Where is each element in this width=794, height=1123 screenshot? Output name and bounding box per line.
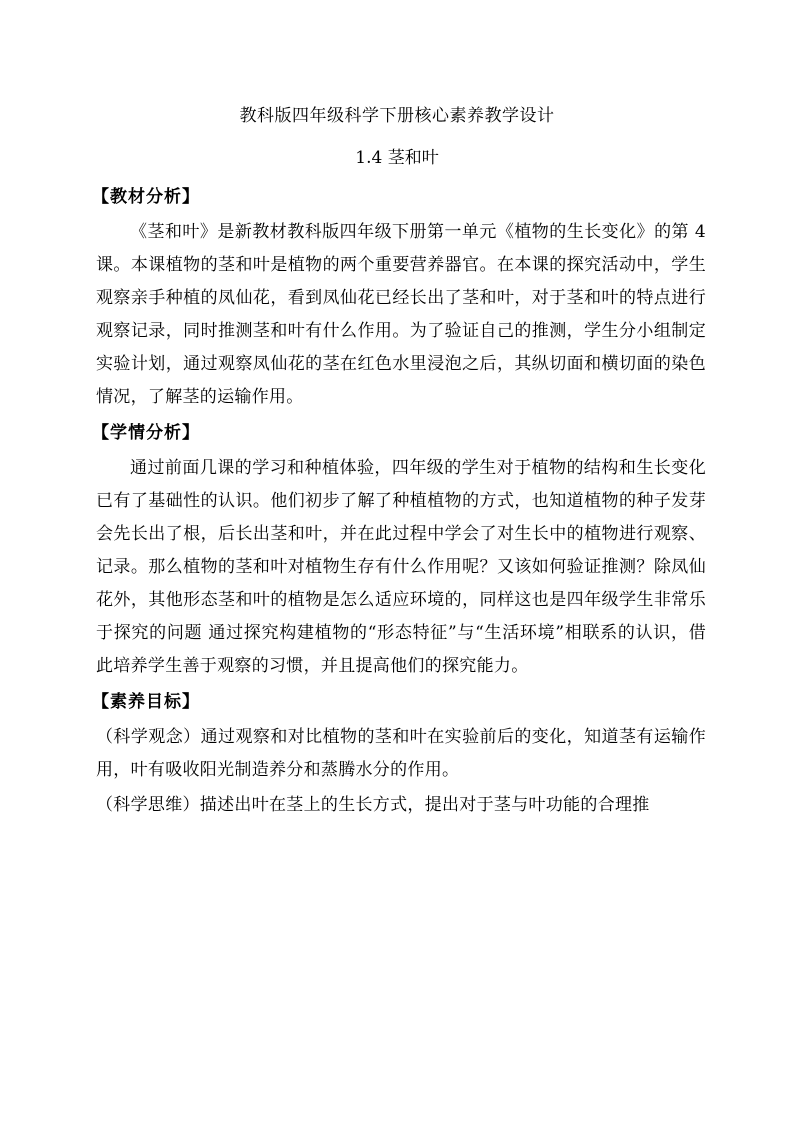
document-body [92,184,706,824]
section-competency-goals [92,689,706,822]
section-paragraph: 通过前面几课的学习和种植体验，四年级的学生对于植物的结构和生长变化已有了基础性的认识。他们初步了解了种植植物的方式，也知道植物的种子发芽会先长出了根，后长出茎和叶，并在此过程中学会了对生长中的植物进行观察、记录。那么植物的茎和叶对植物生存有什么作用呢？又该如何验证推测？除凤仙花外，其他形态茎和叶的植物是怎么适应环境的，同样这也是四年级学生非常乐于探究的问题 通过探究构建植物的“形态特征”与“生活环境”相联系的认识，借此培养学生善于观察的习惯，并且提高他们的探究能力。 [96,458,706,676]
section-paragraph: 《茎和叶》是新教材教科版四年级下册第一单元《植物的生长变化》的第 4 课。本课植物的茎和叶是植物的两个重要营养器官。在本课的探究活动中，学生观察亲手种植的凤仙花，看到凤仙花已经长出了茎和叶，对于茎和叶的特点进行观察记录，同时推测茎和叶有什么作用。为了验证自己的推测，学生分小组制定实验计划，通过观察凤仙花的茎在红色水里浸泡之后，其纵切面和横切面的染色情况，了解茎的运输作用。 [96,222,706,407]
section-heading: 【教材分析】 [92,187,200,207]
goal-item: （科学观念）通过观察和对比植物的茎和叶在实验前后的变化，知道茎有运输作用，叶有吸收阳光制造养分和蒸腾水分的作用。 [96,727,706,780]
section-heading: 【学情分析】 [92,423,200,443]
document-title: 教科版四年级科学下册核心素养教学设计 [239,106,555,126]
section-heading: 【素养目标】 [92,692,200,712]
goal-item: （科学思维）描述出叶在茎上的生长方式，提出对于茎与叶功能的合理推 [96,795,650,815]
section-textbook-analysis [92,184,706,414]
section-student-analysis [92,420,706,683]
lesson-title: 1.4 茎和叶 [355,148,439,168]
